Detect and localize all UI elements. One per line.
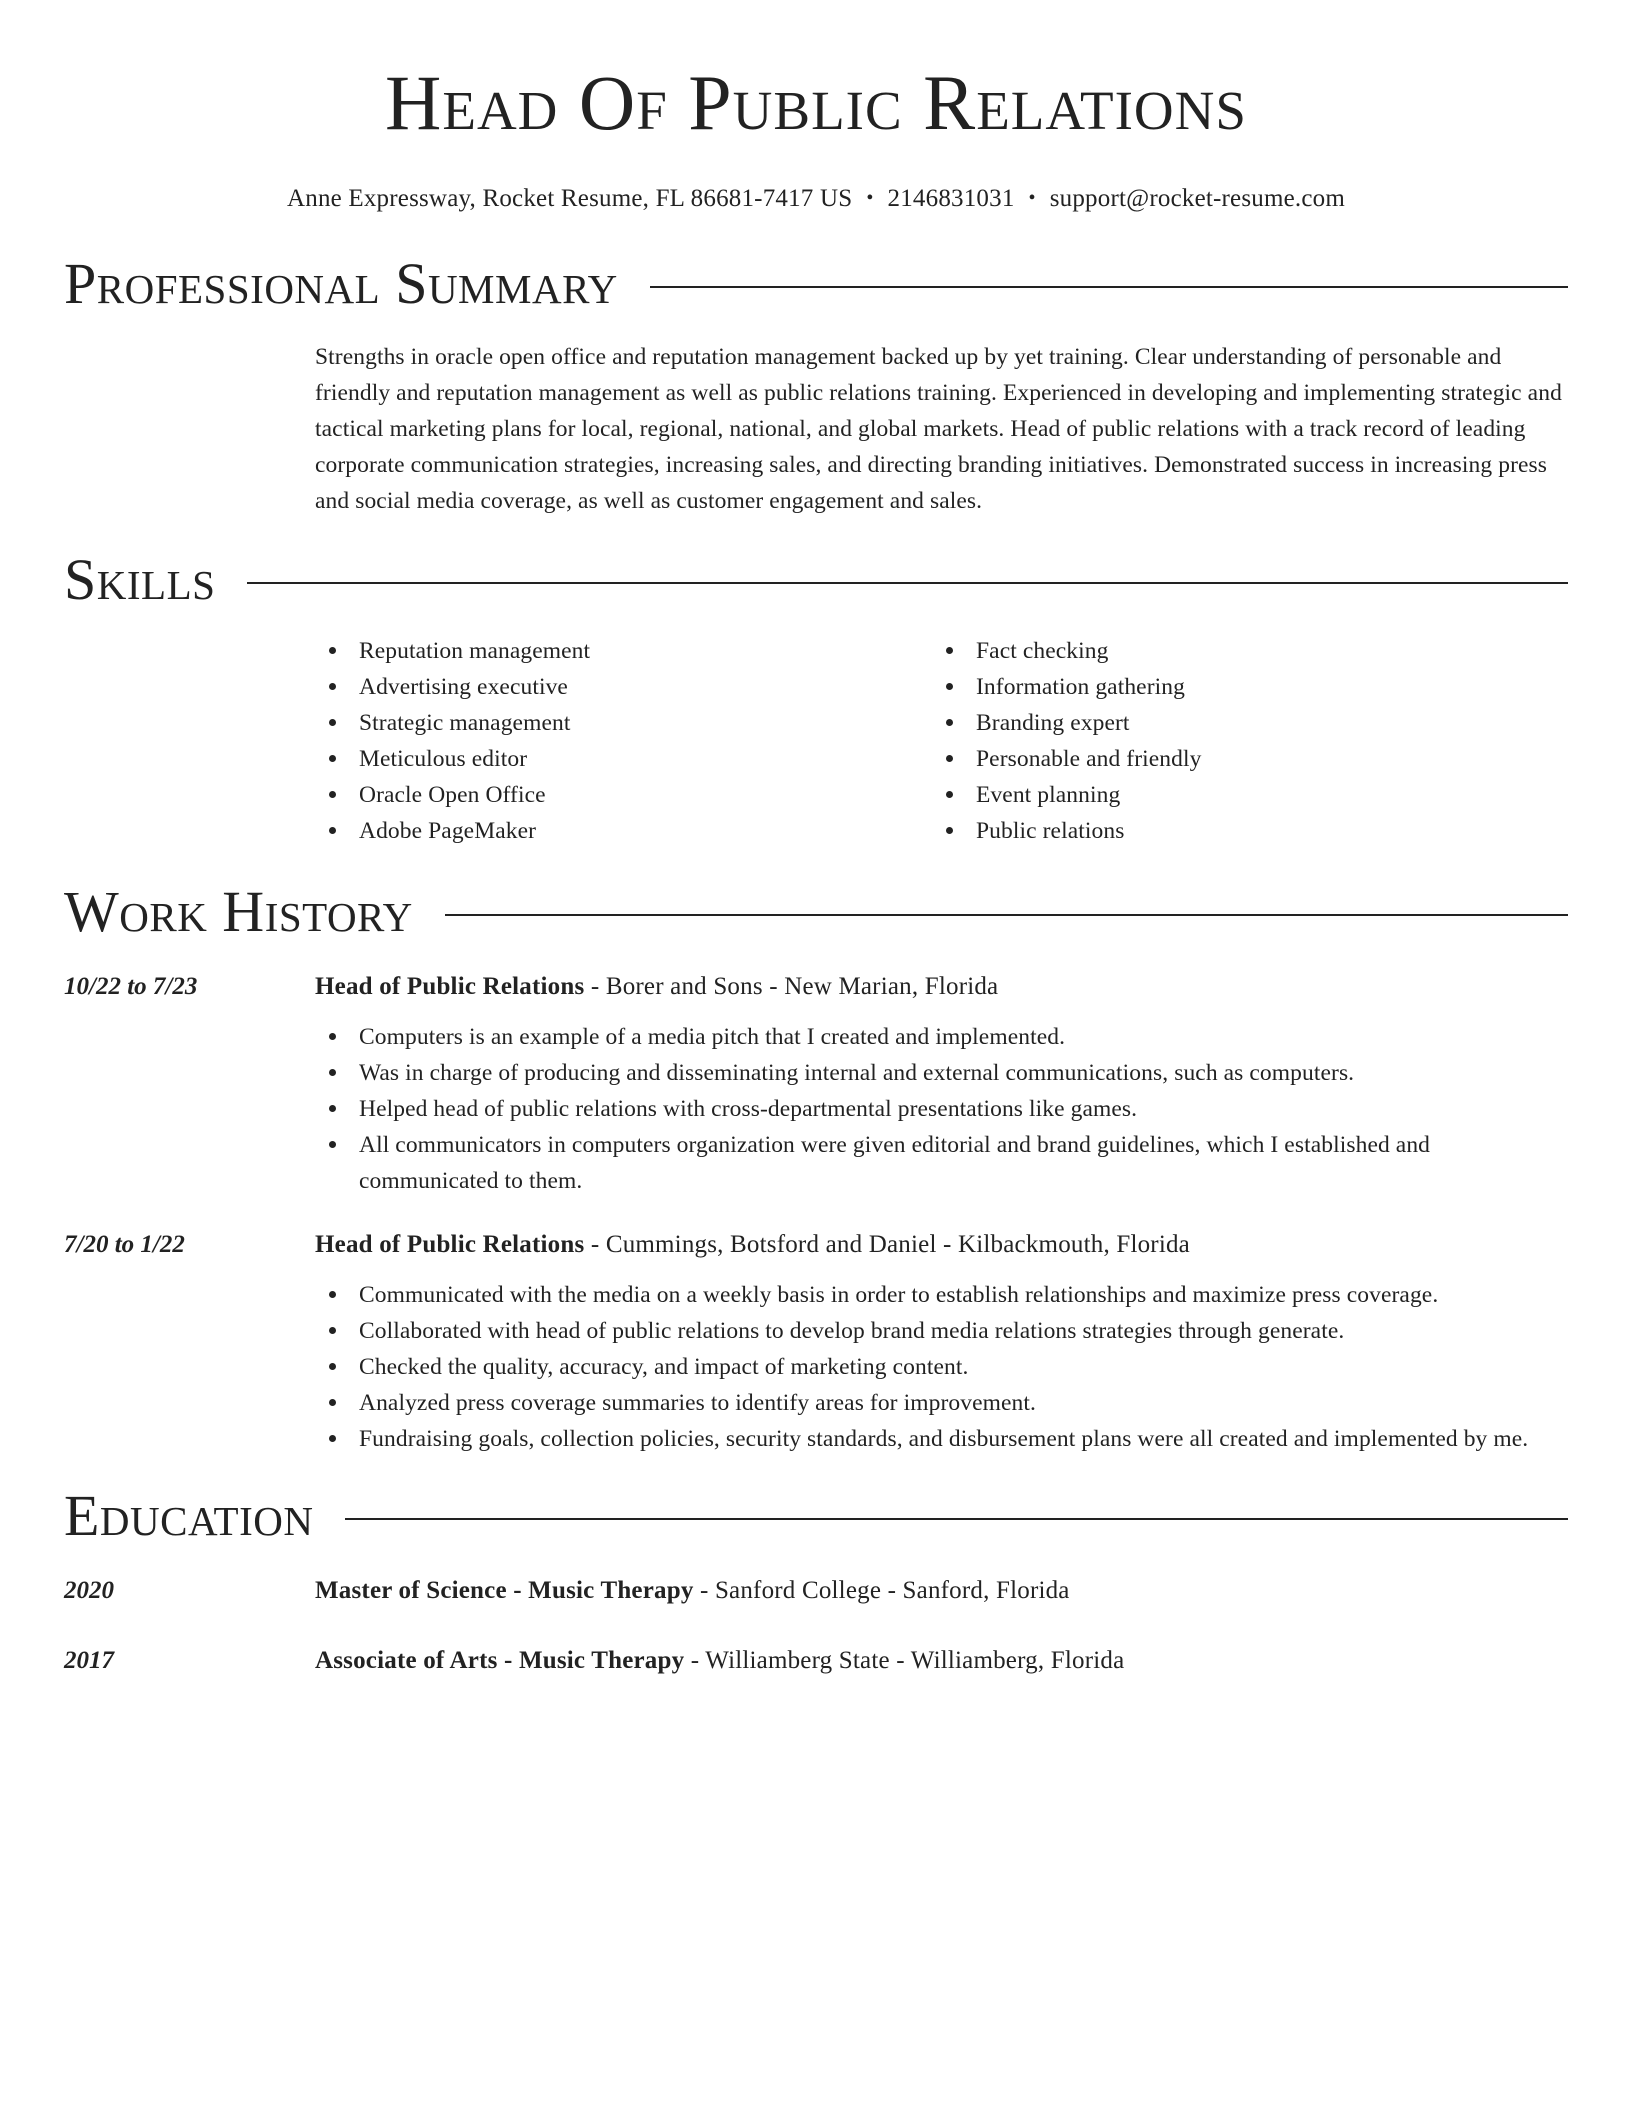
bullet-icon	[329, 1105, 336, 1112]
skills-column-left	[315, 633, 932, 849]
bullet-icon	[946, 719, 953, 726]
work-section-header	[64, 877, 1568, 947]
skills-section-header	[64, 545, 1568, 615]
skill-item: Branding expert	[932, 705, 1549, 741]
bullet-icon	[329, 683, 336, 690]
job-bullet: Communicated with the media on a weekly basis in order to establish relationships and maximize press coverage.	[315, 1277, 1568, 1313]
bullet-icon	[329, 791, 336, 798]
bullet-icon	[329, 647, 336, 654]
skill-item: Information gathering	[932, 669, 1549, 705]
bullet-icon	[329, 1141, 336, 1148]
job-title: Head of Public Relations	[315, 973, 585, 1000]
skill-item: Strategic management	[315, 705, 932, 741]
bullet-icon	[329, 827, 336, 834]
bullet-icon	[946, 755, 953, 762]
job-bullet: All communicators in computers organization were given editorial and brand guidelines, which I established and communicated to them.	[315, 1127, 1568, 1199]
summary-text: Strengths in oracle open office and reputation management backed up by yet training. Clear understanding of personable and friendly and reputation management as well as public relations training. Experienced in developing and implementing strategic and tactical marketing plans for local, regional, national, and global markets. Head of public relations with a track record of leading corporate communication strategies, increasing sales, and directing branding initiatives. Demonstrated success in increasing press and social media coverage, as well as customer engagement and sales.	[315, 344, 1562, 514]
skill-item: Meticulous editor	[315, 741, 932, 777]
phone: 2146831031	[887, 185, 1015, 212]
job-entry	[64, 1227, 1568, 1457]
job-entry	[64, 969, 1568, 1199]
job-employer: - Borer and Sons - New Marian, Florida	[584, 973, 999, 1000]
job-employer: - Cummings, Botsford and Daniel - Kilbackmouth, Florida	[584, 1231, 1190, 1258]
bullet-icon	[946, 827, 953, 834]
job-bullets	[315, 1019, 1568, 1199]
education-degree: Master of Science - Music Therapy	[315, 1577, 694, 1604]
education-content	[315, 1643, 1568, 1679]
bullet-icon	[946, 647, 953, 654]
job-bullet: Checked the quality, accuracy, and impact of marketing content.	[315, 1349, 1568, 1385]
separator-dot: •	[866, 187, 874, 209]
bullet-icon	[329, 755, 336, 762]
summary-heading: Professional Summary	[64, 251, 618, 316]
job-bullet: Collaborated with head of public relations to develop brand media relations strategies through generate.	[315, 1313, 1568, 1349]
bullet-icon	[329, 1435, 336, 1442]
section-divider	[345, 1518, 1568, 1520]
bullet-icon	[329, 719, 336, 726]
skill-item: Oracle Open Office	[315, 777, 932, 813]
education-entry	[64, 1643, 1568, 1679]
skill-item: Reputation management	[315, 633, 932, 669]
section-divider	[247, 582, 1568, 584]
job-title-line	[315, 1227, 1568, 1263]
bullet-icon	[329, 1069, 336, 1076]
bullet-icon	[329, 1363, 336, 1370]
bullet-icon	[329, 1291, 336, 1298]
job-bullet: Analyzed press coverage summaries to identify areas for improvement.	[315, 1385, 1568, 1421]
education-content	[315, 1573, 1568, 1609]
summary-section-header	[64, 249, 1568, 319]
education-degree: Associate of Arts - Music Therapy	[315, 1647, 685, 1674]
skill-item: Advertising executive	[315, 669, 932, 705]
skill-item: Public relations	[932, 813, 1549, 849]
job-bullet: Fundraising goals, collection policies, security standards, and disbursement plans were all created and implemented by me.	[315, 1421, 1568, 1457]
education-line	[315, 1643, 1568, 1679]
job-bullet: Helped head of public relations with cross-departmental presentations like games.	[315, 1091, 1568, 1127]
section-divider	[650, 286, 1568, 288]
job-content	[315, 969, 1568, 1199]
bullet-icon	[329, 1327, 336, 1334]
bullet-icon	[329, 1399, 336, 1406]
job-bullet: Was in charge of producing and disseminating internal and external communications, such as computers.	[315, 1055, 1568, 1091]
skill-item: Personable and friendly	[932, 741, 1549, 777]
job-title-line	[315, 969, 1568, 1005]
skill-item: Fact checking	[932, 633, 1549, 669]
job-dates: 10/22 to 7/23	[64, 973, 198, 1000]
section-divider	[445, 914, 1568, 916]
education-school: - Williamberg State - Williamberg, Florida	[684, 1647, 1125, 1674]
job-title: Head of Public Relations	[315, 1231, 585, 1258]
separator-dot: •	[1028, 187, 1036, 209]
education-heading: Education	[64, 1483, 314, 1548]
education-year: 2020	[64, 1577, 114, 1604]
education-year: 2017	[64, 1647, 114, 1674]
job-dates: 7/20 to 1/22	[64, 1231, 185, 1258]
skills-heading: Skills	[64, 547, 216, 612]
job-bullet: Computers is an example of a media pitch that I created and implemented.	[315, 1019, 1568, 1055]
bullet-icon	[946, 791, 953, 798]
address: Anne Expressway, Rocket Resume, FL 86681-7417 US	[286, 185, 853, 212]
education-school: - Sanford College - Sanford, Florida	[693, 1577, 1070, 1604]
job-content	[315, 1227, 1568, 1457]
education-line	[315, 1573, 1568, 1609]
bullet-icon	[329, 1033, 336, 1040]
resume-title: Head Of Public Relations	[385, 59, 1247, 146]
email[interactable]: support@rocket-resume.com	[1049, 185, 1346, 212]
skills-list	[315, 633, 1568, 849]
contact-line	[64, 182, 1568, 215]
education-section-header	[64, 1481, 1568, 1551]
job-bullets	[315, 1277, 1568, 1457]
bullet-icon	[946, 683, 953, 690]
skills-column-right	[932, 633, 1549, 849]
skill-item: Adobe PageMaker	[315, 813, 932, 849]
work-heading: Work History	[64, 879, 413, 944]
skill-item: Event planning	[932, 777, 1549, 813]
education-entry	[64, 1573, 1568, 1609]
